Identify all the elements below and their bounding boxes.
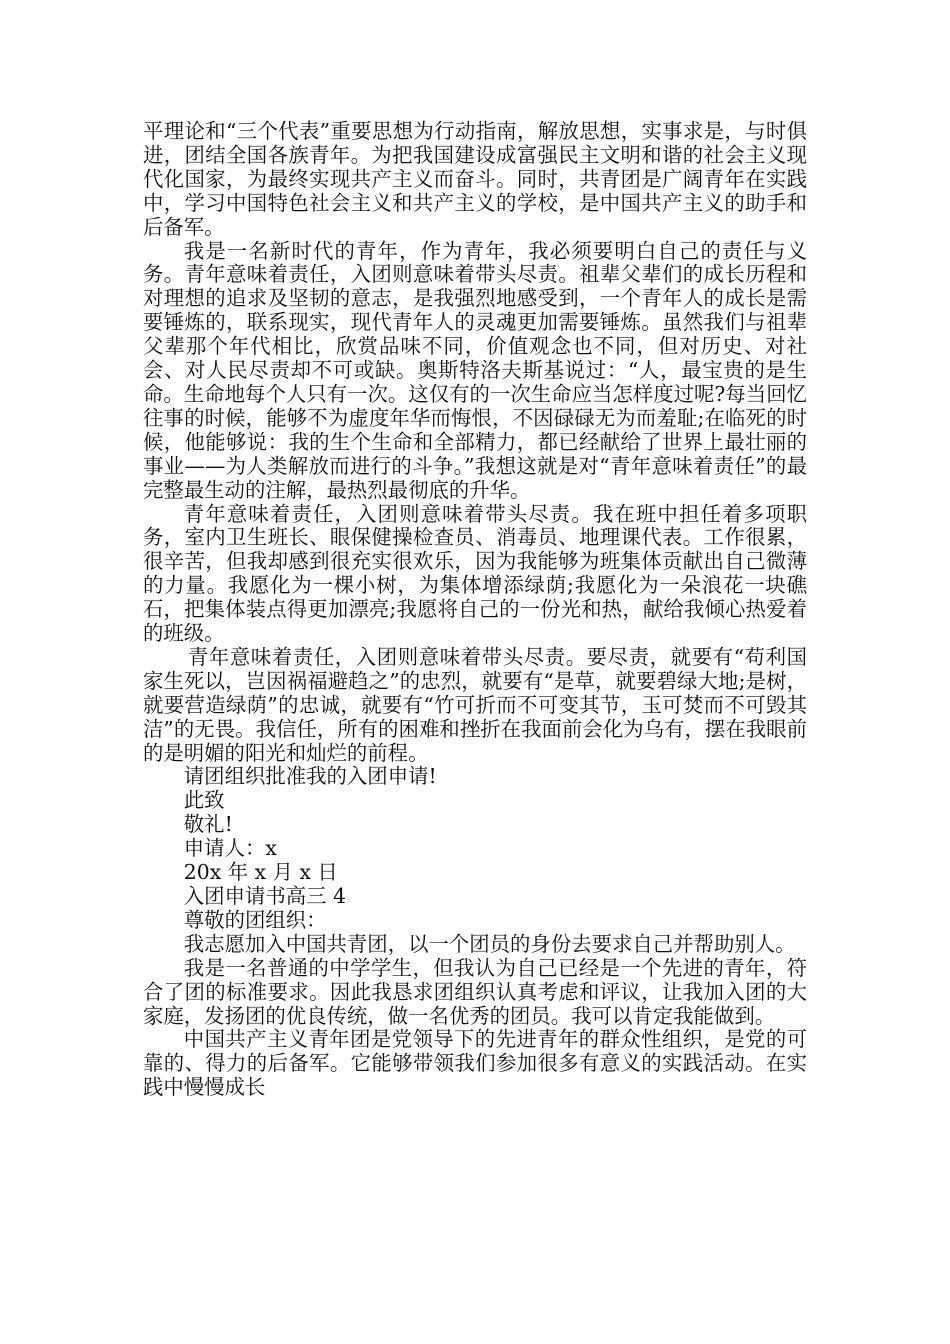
document-body (143, 120, 807, 1100)
paragraph-ordinary-student: 我是一名普通的中学学生，但我认为自己已经是一个先进的青年，符合了团的标准要求。因此我恳求团组织认真考虑和评议，让我加入团的大家庭，发扬团的优良传统，做一名优秀的团员。我可以肯定我能做到。 (143, 955, 807, 1028)
paragraph-request-approval: 请团组织批准我的入团申请! (183, 764, 437, 789)
application-date: 20x 年 x 月 x 日 (183, 860, 338, 885)
paragraph-new-era-youth: 我是一名新时代的青年，作为青年，我必须要明白自己的责任与义务。青年意味着责任，入团则意味着带头尽责。祖辈父辈们的成长历程和对理想的追求及坚韧的意志，是我强烈地感受到，一个青年人的成长是需要锤炼的，联系现实，现代青年人的灵魂更加需要锤炼。虽然我们与祖辈父辈那个年代相比，欣赏品味不同，价值观念也不同，但对历史、对社会、对人民尽责却不可或缺。奥斯特洛夫斯基说过：“人，最宝贵的是生命。生命地每个人只有一次。这仅有的一次生命应当怎样度过呢?每当回忆往事的时候，能够不为虚度年华而悔恨，不因碌碌无为而羞耻;在临死的时候，他能够说：我的生个生命和全部精力，都已经献给了世界上最壮丽的事业——为人类解放而进行的斗争。”我想这就是对“青年意味着责任”的最完整最生动的注解，最热烈最彻底的升华。 (143, 238, 807, 502)
paragraph-guiding-ideology: 平理论和“三个代表”重要思想为行动指南，解放思想，实事求是，与时俱进，团结全国各族青年。为把我国建设成富强民主文明和谐的社会主义现代化国家，为最终实现共产主义而奋斗。同时，共青团是广阔青年在实践中，学习中国特色社会主义和共产主义的学校，是中国共产主义的助手和后备军。 (143, 119, 807, 239)
section-title: 入团申请书高三 4 (183, 884, 346, 908)
closing-jingli: 敬礼! (183, 812, 233, 837)
paragraph-class-duties: 青年意味着责任，入团则意味着带头尽责。我在班中担任着多项职务，室内卫生班长、眼保健操检查员、消毒员、地理课代表。工作很累，很辛苦，但我却感到很充实很欢乐，因为我能够为班集体贡献出自己微薄的力量。我愿化为一棵小树，为集体增添绿荫;我愿化为一朵浪花一块礁石，把集体装点得更加漂亮;我愿将自己的一份光和热，献给我倾心热爱着的班级。 (143, 501, 807, 646)
salutation: 尊敬的团组织： (183, 907, 327, 932)
paragraph-league-description: 中国共产主义青年团是党领导下的先进青年的群众性组织，是党的可靠的、得力的后备军。它能够带领我们参加很多有意义的实践活动。在实践中慢慢成长 (143, 1027, 807, 1100)
paragraph-volunteer-join: 我志愿加入中国共青团，以一个团员的身份去要求自己并帮助别人。 (183, 931, 796, 956)
paragraph-take-responsibility: 青年意味着责任，入团则意味着带头尽责。要尽责，就要有“苟利国家生死以，岂因祸福避趋之”的忠烈，就要有“是草，就要碧绿大地;是树，就要营造绿荫”的忠诚，就要有“竹可折而不可变其节，玉可焚而不可毁其洁”的无畏。我信任，所有的困难和挫折在我面前会化为乌有，摆在我眼前的是明媚的阳光和灿烂的前程。 (143, 644, 807, 765)
closing-cizhi: 此致 (183, 788, 225, 813)
applicant-signature: 申请人：x (183, 836, 277, 861)
